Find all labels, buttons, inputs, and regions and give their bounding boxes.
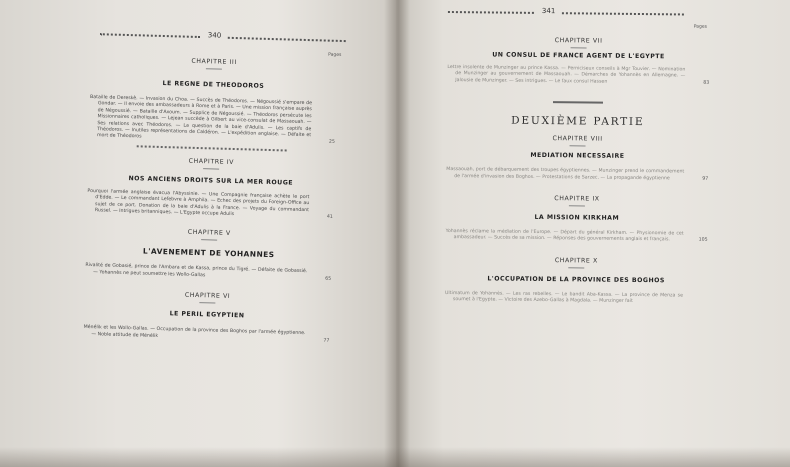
chapter-heading: NOS ANCIENS DROITS SUR LA MER ROUGE [128,174,294,187]
summary-page-number: 105 [698,238,708,244]
summary-text: Massaouah, port de débarquement des troupes égyptiennes. — Munzinger prend le commandement de l'armée d'invasion des Boghos. — Protestations de Sarzec. — La propagande égyptienne [446,167,685,181]
right-page-number: 341 [541,6,556,16]
pages-label: Pages [328,52,342,58]
chapter-summary [89,95,336,147]
summary-page-number: 83 [703,80,710,86]
chapter-summary [446,229,708,245]
left-page-number: 340 [207,31,222,40]
chapter-summary [447,65,709,87]
chapter-heading: L'AVENEMENT DE YOHANNES [142,246,275,260]
chapter-heading: UN CONSUL DE FRANCE AGENT DE L'EGYPTE [492,51,665,61]
header-dotted-rule [228,37,346,42]
chapter-heading: LE REGNE DE THEODOROS [162,79,265,90]
summary-text: Lettre insolente de Munzinger au prince Kassa. — Perniciseux conseils à Mgr Touvier. — Nomination de Munzinger au gouvernement de Massaouah. — Démarches de Yohannès en Allemagne. — Jalousie de Munzinger. — Ses intrigues. — Le faux consul Hassen [447,64,686,85]
header-dotted-rule [100,33,200,38]
chapter-heading: L'OCCUPATION DE LA PROVINCE DES BOGHOS [487,275,665,285]
summary-text: Ultimatum de Yohannès. — Les ras rebelles. — Le bandit Aba-Kassa. — La province de Menza se soumet à l'Egypte. — Victoire des Azebo-Gallas à Magdala. — Munzinger fait [444,290,684,305]
pages-label: Pages [693,24,708,30]
chapter-title: CHAPITRE VII [554,37,603,45]
bottom-shadow [0,447,790,467]
chapter-heading: LA MISSION KIRKHAM [534,213,620,222]
chapter-title: CHAPITRE X [554,256,598,265]
summary-page-number: 25 [328,140,335,146]
chapter-title: CHAPITRE IV [188,157,235,166]
chapter-title: CHAPITRE V [187,229,231,238]
chapter-summary [446,167,708,183]
summary-text: Pourquoi l'armée anglaise évacua l'Abyssinie. — Une Compagnie française achète le port d'Edde. — Le commandant Lefebvre à Amphila. — Echec des projets du Foreign-Office au sujet de ce port. Donation de la baie d'Adulis à la France. — Voyage du commandant Russel. — Intrigues britanniques. — L'Egypte occupe Adulis [87,188,310,218]
summary-page-number: 97 [702,176,709,182]
summary-text: Yohannès réclame la médiation de l'Europe. — Départ du général Kirkham. — Physionomie de cet ambassadeur. — Succès de sa mission. — Réponses des gouvernements anglais et français. [445,229,684,243]
summary-text: Ménélik et les Wollo-Gallas. — Occupation de la province des Boghos par l'armée égyptienne. — Noble attitude de Ménélik [83,325,306,339]
part-title: DEUXIÈME PARTIE [511,114,645,129]
chapter-heading: MEDIATION NECESSAIRE [530,152,625,161]
header-dotted-rule [448,11,534,14]
left-page-content [83,28,342,345]
chapter-title: CHAPITRE VIII [552,135,603,143]
chapter-title: CHAPITRE VI [184,291,231,301]
summary-page-number: 77 [323,338,330,344]
right-page-content [445,6,710,306]
header-dotted-rule [562,12,684,15]
summary-page-number: 41 [326,214,333,220]
chapter-title: CHAPITRE IX [554,195,600,203]
summary-text: Rivalité de Gobasié, prince de l'Ambara et de Kassa, prince du Tigré. — Défaite de Gobassié. — Yohannès ne peut soumettre les Wollo-Gallas [85,263,308,279]
right-page [396,0,790,467]
chapter-summary [445,291,707,307]
summary-text: Bataille de Dereskè. — Invasion du Choa. — Succès de Théodoros. — Négoussié s'empare de Gondar. — Il envoie des ambassadeurs à Rome et à Paris. — Une mission française auprès de Négoussié. — Bataille d'Axoum. — Supplice de Négoussié. — Théodoros persécute les Missionnaires catholiques. — Lejean succède à Gilbert au vice-consulat de Massaouah. — Ses relations avec Théodoros. — La question de la baie d'Adulis. — Les captifs de Théodoros. — Inutiles représentations de Caldéron. — L'expédition anglaise. — Défaite et mort de Théodoros [89,94,313,140]
chapter-title: CHAPITRE III [191,57,237,67]
summary-page-number: 65 [325,276,332,282]
book-gutter [384,0,410,467]
chapter-heading: LE PERIL EGYPTIEN [169,310,245,320]
